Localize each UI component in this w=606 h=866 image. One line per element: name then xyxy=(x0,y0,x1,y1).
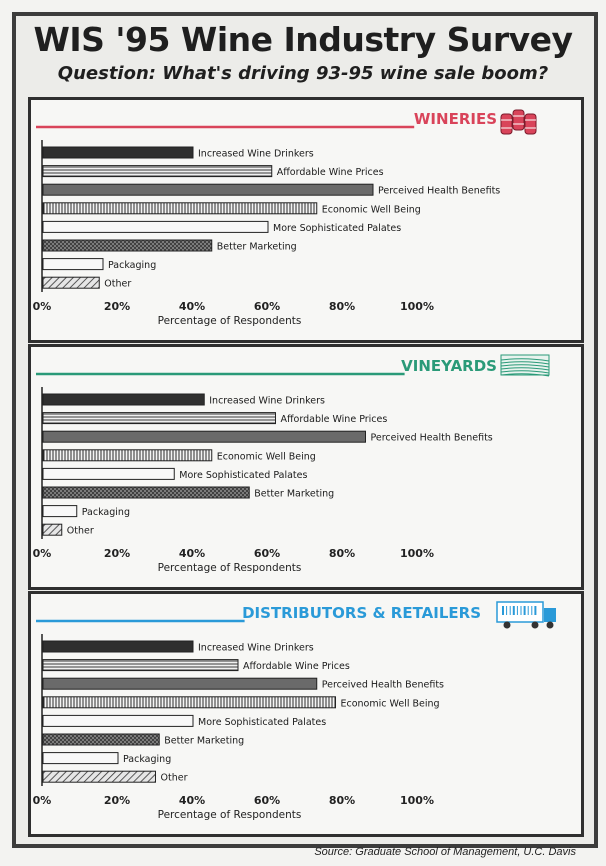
vineyard-field-icon xyxy=(501,355,549,376)
bar-affordable-wine-prices xyxy=(43,660,238,671)
bar-label-better-marketing: Better Marketing xyxy=(216,241,297,253)
x-axis-label: Percentage of Respondents xyxy=(157,562,302,574)
bar-better-marketing xyxy=(43,734,159,745)
x-axis-label: Percentage of Respondents xyxy=(157,809,302,821)
x-tick-label: 80% xyxy=(328,794,356,807)
bar-perceived-health-benefits xyxy=(43,431,366,442)
vineyards-panel xyxy=(28,344,584,590)
x-tick-label: 40% xyxy=(178,794,206,807)
x-tick-label: 0% xyxy=(32,547,52,560)
x-tick-label: 60% xyxy=(253,547,281,560)
page-subtitle: Question: What's driving 93-95 wine sale boom? xyxy=(57,63,549,84)
truck-icon xyxy=(497,602,556,629)
barrels-icon xyxy=(501,110,536,134)
vineyards-chart xyxy=(31,347,581,587)
bar-affordable-wine-prices xyxy=(43,166,272,177)
x-tick-label: 20% xyxy=(103,300,131,313)
bar-label-perceived-health-benefits: Perceived Health Benefits xyxy=(378,185,501,197)
x-tick-label: 80% xyxy=(328,300,356,313)
bar-label-perceived-health-benefits: Perceived Health Benefits xyxy=(321,679,445,691)
bar-label-other: Other xyxy=(160,772,188,784)
bar-affordable-wine-prices xyxy=(43,413,276,424)
bar-label-economic-well-being: Economic Well Being xyxy=(216,451,316,463)
x-tick-label: 100% xyxy=(400,794,434,807)
x-tick-label: 40% xyxy=(178,300,206,313)
bar-more-sophisticated-palates xyxy=(43,221,268,232)
wineries-panel xyxy=(28,97,584,343)
x-tick-label: 40% xyxy=(178,547,206,560)
page-title: WIS '95 Wine Industry Survey xyxy=(33,20,573,59)
bar-label-packaging: Packaging xyxy=(81,507,130,519)
bar-economic-well-being xyxy=(43,450,212,461)
bar-other xyxy=(43,277,99,288)
bar-label-better-marketing: Better Marketing xyxy=(164,735,245,747)
x-tick-label: 60% xyxy=(253,794,281,807)
bar-label-better-marketing: Better Marketing xyxy=(254,488,335,500)
panel-title: VINEYARDS xyxy=(401,357,497,375)
bar-more-sophisticated-palates xyxy=(43,468,174,479)
bar-label-economic-well-being: Economic Well Being xyxy=(321,204,421,216)
x-tick-label: 20% xyxy=(103,547,131,560)
distributors-retailers-panel xyxy=(28,591,584,837)
x-tick-label: 0% xyxy=(32,794,52,807)
bar-label-economic-well-being: Economic Well Being xyxy=(340,698,440,710)
bar-label-increased-wine-drinkers: Increased Wine Drinkers xyxy=(198,148,314,160)
bar-other xyxy=(43,524,62,535)
bar-increased-wine-drinkers xyxy=(43,641,193,652)
bar-label-affordable-wine-prices: Affordable Wine Prices xyxy=(280,414,388,426)
bar-better-marketing xyxy=(43,240,212,251)
x-tick-label: 100% xyxy=(400,547,434,560)
bar-label-more-sophisticated-palates: More Sophisticated Palates xyxy=(179,469,308,481)
bar-increased-wine-drinkers xyxy=(43,147,193,158)
x-axis-label: Percentage of Respondents xyxy=(157,315,302,327)
bar-label-affordable-wine-prices: Affordable Wine Prices xyxy=(276,167,384,179)
bar-label-more-sophisticated-palates: More Sophisticated Palates xyxy=(198,716,327,728)
bar-label-other: Other xyxy=(66,525,94,537)
x-tick-label: 20% xyxy=(103,794,131,807)
bar-packaging xyxy=(43,259,103,270)
bar-perceived-health-benefits xyxy=(43,184,373,195)
bar-increased-wine-drinkers xyxy=(43,394,204,405)
x-tick-label: 0% xyxy=(32,300,52,313)
x-tick-label: 80% xyxy=(328,547,356,560)
panel-title: DISTRIBUTORS & RETAILERS xyxy=(242,604,481,622)
panel-title: WINERIES xyxy=(413,110,497,128)
bar-other xyxy=(43,771,156,782)
bar-more-sophisticated-palates xyxy=(43,715,193,726)
bar-label-affordable-wine-prices: Affordable Wine Prices xyxy=(243,661,350,673)
bar-label-packaging: Packaging xyxy=(108,260,157,272)
wineries-chart xyxy=(31,100,581,340)
bar-label-more-sophisticated-palates: More Sophisticated Palates xyxy=(273,222,402,234)
bar-label-increased-wine-drinkers: Increased Wine Drinkers xyxy=(209,395,325,407)
bar-label-packaging: Packaging xyxy=(123,754,172,766)
x-tick-label: 60% xyxy=(253,300,281,313)
x-tick-label: 100% xyxy=(400,300,434,313)
bar-packaging xyxy=(43,753,118,764)
bar-packaging xyxy=(43,506,77,517)
bar-economic-well-being xyxy=(43,697,336,708)
bar-economic-well-being xyxy=(43,203,317,214)
bar-better-marketing xyxy=(43,487,249,498)
bar-perceived-health-benefits xyxy=(43,678,317,689)
distributors-retailers-chart xyxy=(31,594,581,834)
bar-label-increased-wine-drinkers: Increased Wine Drinkers xyxy=(198,642,314,654)
source-note: Source: Graduate School of Management, U.C. Davis xyxy=(314,846,576,858)
bar-label-perceived-health-benefits: Perceived Health Benefits xyxy=(370,432,493,444)
bar-label-other: Other xyxy=(104,278,132,290)
